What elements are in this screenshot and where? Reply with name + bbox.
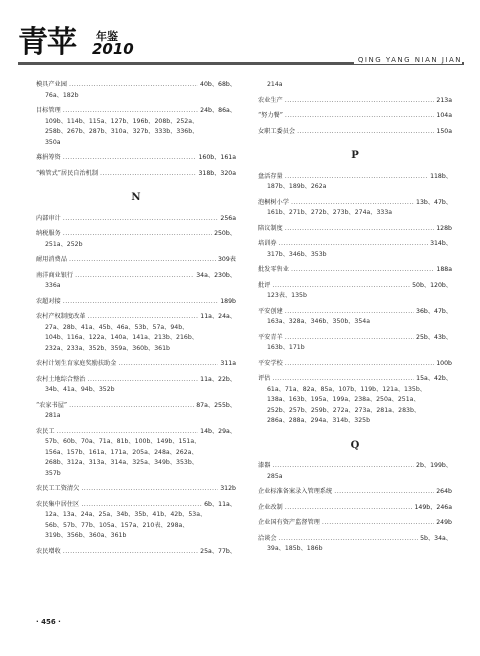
dot-leader bbox=[81, 484, 218, 495]
index-entry bbox=[258, 224, 452, 235]
dot-leader bbox=[69, 401, 194, 412]
entry-continuation: 232a、233a、352b、359a、360b、361b bbox=[45, 344, 170, 352]
entry-term: “赖管式”居民自治机制 bbox=[36, 169, 99, 177]
entry-continuation: 163b、171b bbox=[267, 344, 305, 351]
index-entry bbox=[36, 401, 236, 422]
entry-pages: 15a、42b、 bbox=[416, 375, 452, 382]
index-entry bbox=[258, 374, 452, 427]
index-entry bbox=[36, 375, 236, 396]
entry-continuation: 163a、328a、346b、350b、354a bbox=[267, 318, 371, 325]
entry-pages: 100b bbox=[436, 359, 452, 367]
index-column-left bbox=[36, 80, 236, 562]
entry-continuation: 251a、252b bbox=[45, 240, 83, 248]
entry-continuation: 138a、163b、195a、199a、238a、250a、251a、 bbox=[267, 396, 420, 403]
index-entry bbox=[258, 503, 452, 514]
entry-continuation: 319b、356b、360a、361b bbox=[45, 532, 127, 539]
entry-pages: 160b、161a bbox=[198, 154, 236, 161]
entry-continuation: 281a bbox=[45, 412, 61, 419]
entry-pages: 36b、47b、 bbox=[416, 307, 452, 315]
index-entry bbox=[36, 80, 236, 101]
entry-continuation: 12a、13a、24a、25a、34b、35b、41b、42b、53a、 bbox=[45, 511, 207, 518]
index-entry bbox=[258, 96, 452, 107]
entry-pages: 87a、255b、 bbox=[196, 401, 236, 409]
entry-continuation: 27a、28b、41a、45b、46a、53b、57a、94b、 bbox=[45, 323, 189, 331]
entry-continuation: 357b bbox=[45, 469, 61, 477]
dot-leader bbox=[279, 534, 419, 545]
entry-continuation: 214a bbox=[267, 81, 283, 88]
dot-leader bbox=[285, 307, 414, 318]
entry-pages: 13b、47b、 bbox=[416, 198, 452, 206]
entry-term: 企业标准备案录入管理系统 bbox=[258, 488, 333, 495]
index-entry bbox=[36, 169, 236, 180]
dot-leader bbox=[285, 224, 435, 235]
entry-term: 农村计划生育家庭奖励扶助金 bbox=[36, 360, 117, 367]
index-entry bbox=[258, 265, 452, 276]
entry-continuation: 317b、346b、353b bbox=[267, 250, 327, 258]
entry-pages: 318b、320a bbox=[198, 169, 236, 177]
dot-leader bbox=[272, 374, 414, 385]
index-entry bbox=[36, 484, 236, 495]
entry-pages: 25a、77b、 bbox=[200, 547, 236, 555]
entry-term: 农民工工资清欠 bbox=[36, 485, 80, 492]
index-entry bbox=[258, 198, 452, 219]
entry-term: 南洋商业银行 bbox=[36, 271, 74, 279]
entry-term: 泡桐树小学 bbox=[258, 198, 289, 206]
entry-pages: 14b、29a、 bbox=[200, 427, 236, 435]
entry-pages: 312b bbox=[220, 485, 236, 492]
entry-pages: 11a、22b、 bbox=[200, 375, 236, 383]
dot-leader bbox=[63, 214, 219, 225]
index-entry bbox=[258, 281, 452, 302]
entry-term: 平安创建 bbox=[258, 307, 283, 315]
entry-term: “努力餐” bbox=[258, 112, 283, 119]
dot-leader bbox=[57, 427, 199, 438]
entry-term: 模具产业园 bbox=[36, 81, 67, 88]
entry-pages: 50b、120b、 bbox=[412, 281, 452, 289]
dot-leader bbox=[334, 487, 434, 498]
dot-leader bbox=[285, 172, 428, 183]
section-letter: N bbox=[131, 192, 141, 203]
entry-term: 农村产权制度改革 bbox=[36, 313, 86, 320]
entry-pages: 25b、43b、 bbox=[416, 333, 452, 341]
entry-term: 企业改制 bbox=[258, 503, 283, 511]
entry-term: 陪议制度 bbox=[258, 224, 283, 232]
dot-leader bbox=[279, 239, 429, 250]
section-letter: P bbox=[351, 150, 359, 161]
entry-term: 批评 bbox=[258, 281, 271, 289]
entry-pages: 5b、34a、 bbox=[420, 534, 452, 542]
entry-term: 洽谈会 bbox=[258, 534, 277, 542]
index-entry bbox=[258, 487, 452, 498]
index-entry bbox=[36, 500, 236, 542]
dot-leader bbox=[285, 503, 413, 514]
dot-leader bbox=[81, 500, 202, 511]
page-header bbox=[0, 0, 480, 66]
entry-pages: 2b、199b、 bbox=[416, 462, 452, 469]
entry-continuation: 252b、257b、259b、272a、273a、281a、283b、 bbox=[267, 406, 421, 414]
index-entry bbox=[258, 127, 452, 138]
entry-continuation: 161b、271b、272b、273b、274a、333a bbox=[267, 209, 393, 216]
dot-leader bbox=[88, 312, 199, 323]
dot-leader bbox=[285, 111, 435, 122]
index-entry bbox=[258, 333, 452, 354]
entry-term: 内部审计 bbox=[36, 214, 61, 222]
entry-continuation: 350a bbox=[45, 138, 61, 146]
logo-year: 2010 bbox=[92, 40, 134, 58]
entry-continuation: 187b、189b、262a bbox=[267, 183, 327, 190]
logo-mark: 青苹 bbox=[18, 25, 76, 60]
page-number: · 456 · bbox=[36, 618, 61, 626]
entry-term: 耐用消费品 bbox=[36, 256, 67, 263]
entry-term: 培训券 bbox=[258, 240, 277, 247]
entry-term: 农超对接 bbox=[36, 297, 61, 305]
index-entry bbox=[36, 153, 236, 164]
index-entry bbox=[258, 172, 452, 193]
entry-pages: 128b bbox=[436, 224, 452, 232]
index-entry bbox=[36, 312, 236, 354]
entry-continuation: 123表、135b bbox=[267, 292, 307, 299]
dot-leader bbox=[285, 333, 414, 344]
entry-pages: 256a bbox=[220, 214, 236, 222]
entry-pages: 314b、 bbox=[430, 240, 452, 247]
index-entry bbox=[36, 255, 236, 266]
dot-leader bbox=[272, 461, 414, 472]
entry-term: 纳税服务 bbox=[36, 230, 61, 237]
entry-continuation: 285a bbox=[267, 472, 283, 480]
entry-continuation: 76a、182b bbox=[45, 91, 79, 99]
entry-pages: 34a、230b、 bbox=[196, 271, 236, 279]
dot-leader bbox=[63, 547, 198, 558]
entry-term: 农村土地综合整治 bbox=[36, 375, 86, 383]
dot-leader bbox=[118, 359, 218, 370]
entry-continuation: 156a、157b、161a、171a、205a、248a、262a、 bbox=[45, 448, 198, 456]
entry-pages: 189b bbox=[220, 297, 236, 305]
entry-term: “农家书屋” bbox=[36, 401, 68, 409]
logo-year-label: 年鉴 bbox=[96, 30, 118, 43]
entry-pages: 311a bbox=[220, 360, 236, 367]
entry-pages: 188a bbox=[436, 266, 452, 273]
index-entry bbox=[258, 307, 452, 328]
entry-pages: 11a、24a、 bbox=[200, 313, 236, 320]
entry-pages: 249b bbox=[436, 519, 452, 526]
entry-pages: 104a bbox=[436, 112, 452, 119]
entry-pages: 40b、68b、 bbox=[200, 81, 236, 88]
entry-continuation: 336a bbox=[45, 282, 61, 289]
dot-leader bbox=[272, 281, 410, 292]
entry-pages: 149b、246a bbox=[414, 503, 452, 511]
entry-term: 募捐筹资 bbox=[36, 154, 61, 161]
dot-leader bbox=[88, 375, 199, 386]
index-entry bbox=[36, 229, 236, 250]
dot-leader bbox=[291, 198, 414, 209]
entry-term: 平安学校 bbox=[258, 359, 283, 367]
dot-leader bbox=[69, 255, 216, 266]
index-entry bbox=[36, 271, 236, 292]
entry-continuation: 286a、288a、294a、314b、325b bbox=[267, 417, 371, 424]
index-entry bbox=[36, 359, 236, 370]
index-entry bbox=[258, 239, 452, 260]
entry-continuation: 268b、312a、313a、314a、325a、349b、353b、 bbox=[45, 459, 198, 466]
index-entry bbox=[258, 461, 452, 482]
index-column-right bbox=[258, 80, 452, 560]
index-entry bbox=[258, 534, 452, 555]
entry-pages: 250b、 bbox=[214, 230, 236, 237]
index-entry bbox=[36, 297, 236, 308]
dot-leader bbox=[63, 297, 219, 308]
entry-continuation: 109b、114b、115a、127b、196b、208b、252a、 bbox=[45, 117, 199, 125]
entry-term: 农民工 bbox=[36, 427, 55, 435]
dot-leader bbox=[285, 96, 435, 107]
entry-pages: 309表 bbox=[218, 256, 236, 263]
dot-leader bbox=[322, 518, 434, 529]
dot-leader bbox=[63, 153, 197, 164]
dot-leader bbox=[63, 229, 212, 240]
entry-term: 农民集中居住区 bbox=[36, 500, 80, 508]
index-entry bbox=[258, 359, 452, 370]
entry-continuation: 57b、60b、70a、71a、81b、100b、149b、151a、 bbox=[45, 438, 201, 445]
yearbook-logo bbox=[18, 26, 138, 66]
entry-term: 农民增收 bbox=[36, 547, 61, 555]
entry-continuation: 104b、116a、122a、140a、141a、213b、216b、 bbox=[45, 334, 198, 341]
entry-pages: 118b、 bbox=[430, 172, 452, 180]
entry-pages: 150a bbox=[436, 127, 452, 135]
dot-leader bbox=[291, 265, 434, 276]
index-entry bbox=[258, 111, 452, 122]
dot-leader bbox=[285, 359, 435, 370]
entry-continuation: 61a、71a、82a、85a、107b、119b、121a、135b、 bbox=[267, 385, 426, 393]
entry-term: 平安青羊 bbox=[258, 333, 283, 341]
entry-continuation: 56b、57b、77b、105a、157a、210表、298a、 bbox=[45, 521, 189, 529]
entry-term: 盘活存量 bbox=[258, 172, 283, 180]
entry-pages: 264b bbox=[436, 488, 452, 495]
entry-term: 漆器 bbox=[258, 462, 271, 469]
index-entry bbox=[36, 214, 236, 225]
dot-leader bbox=[69, 80, 198, 91]
entry-pages: 213a bbox=[436, 96, 452, 104]
entry-pages: 6b、11a、 bbox=[204, 500, 236, 508]
entry-pages: 24b、86a、 bbox=[200, 107, 236, 114]
entry-term: 女职工委员会 bbox=[258, 127, 296, 135]
dot-leader bbox=[63, 106, 198, 117]
entry-continuation: 39a、185b、186b bbox=[267, 545, 323, 552]
index-entry bbox=[36, 547, 236, 558]
dot-leader bbox=[75, 271, 194, 282]
section-letter: Q bbox=[350, 439, 360, 451]
entry-term: 评估 bbox=[258, 375, 271, 382]
index-entry bbox=[258, 518, 452, 529]
header-title: QING YANG NIAN JIAN bbox=[354, 56, 462, 64]
index-entry bbox=[36, 427, 236, 480]
dot-leader bbox=[100, 169, 196, 180]
entry-term: 农业生产 bbox=[258, 96, 283, 104]
entry-term: 目标管理 bbox=[36, 107, 61, 114]
entry-continuation: 258b、267b、287b、310a、327b、333b、336b、 bbox=[45, 128, 199, 135]
index-entry bbox=[36, 106, 236, 148]
entry-continuation: 34b、41a、94b、352b bbox=[45, 386, 115, 393]
entry-term: 批发零售业 bbox=[258, 266, 289, 273]
dot-leader bbox=[297, 127, 434, 138]
entry-term: 企业国有资产监督管理 bbox=[258, 519, 320, 526]
